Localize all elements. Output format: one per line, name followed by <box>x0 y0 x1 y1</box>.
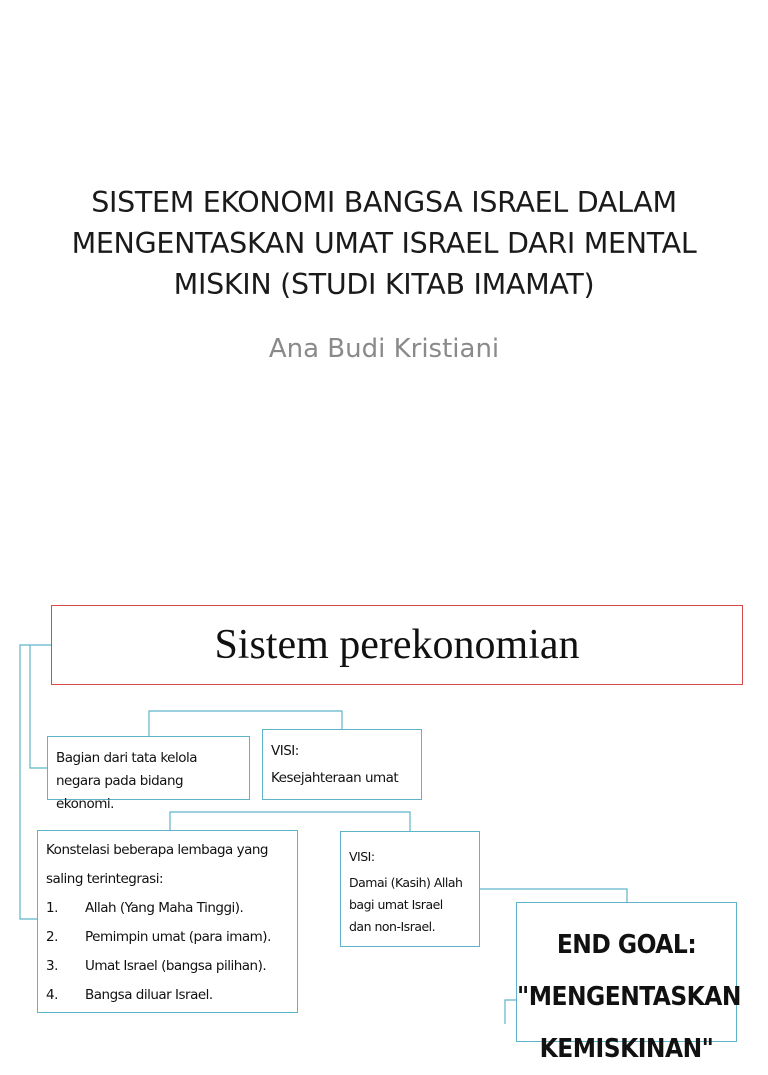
list-text: Allah (Yang Maha Tinggi). <box>85 900 244 916</box>
slide-author: Ana Budi Kristiani <box>268 334 500 364</box>
end-goal-box <box>516 902 741 1064</box>
end-goal-line-2: "MENGENTASKAN <box>517 982 741 1012</box>
vision-label: VISI: <box>349 849 375 864</box>
constellation-intro-1: Konstelasi beberapa lembaga yang <box>46 842 269 858</box>
definition-line-1: Bagian dari tata kelola <box>56 750 198 766</box>
vision-label: VISI: <box>271 743 299 759</box>
constellation-list <box>46 897 291 1007</box>
slide-title: SISTEM EKONOMI BANGSA ISRAEL DALAM MENGENTASKAN UMAT ISRAEL DARI MENTAL MISKIN (STUDI KITAB IMAMAT) <box>71 186 697 301</box>
end-goal-line-3: KEMISKINAN" <box>539 1034 714 1064</box>
list-text: Umat Israel (bangsa pilihan). <box>85 958 267 974</box>
list-item <box>46 955 291 978</box>
list-text: Bangsa diluar Israel. <box>85 987 213 1003</box>
list-number: 1. <box>46 900 58 916</box>
list-number: 2. <box>46 929 58 945</box>
definition-line-2: negara pada bidang ekonomi. <box>56 773 184 812</box>
main-title: Sistem perekonomian <box>214 622 580 668</box>
definition-box <box>47 736 250 812</box>
vision-line-3: dan non-Israel. <box>349 919 436 934</box>
vision-line-1: Damai (Kasih) Allah <box>349 875 463 890</box>
list-text: Pemimpin umat (para imam). <box>85 929 271 945</box>
constellation-box <box>37 830 298 1013</box>
main-title-box <box>51 605 743 685</box>
vision-box-1 <box>262 729 422 800</box>
vision-box-2 <box>340 831 480 947</box>
vision-text: Kesejahteraan umat <box>271 770 399 786</box>
end-goal-label: END GOAL: <box>556 930 697 960</box>
list-item <box>46 897 291 920</box>
vision-line-2: bagi umat Israel <box>349 897 443 912</box>
constellation-intro-2: saling terintegrasi: <box>46 871 164 887</box>
list-number: 3. <box>46 958 58 974</box>
list-item <box>46 984 291 1007</box>
list-item <box>46 926 291 949</box>
list-number: 4. <box>46 987 58 1003</box>
